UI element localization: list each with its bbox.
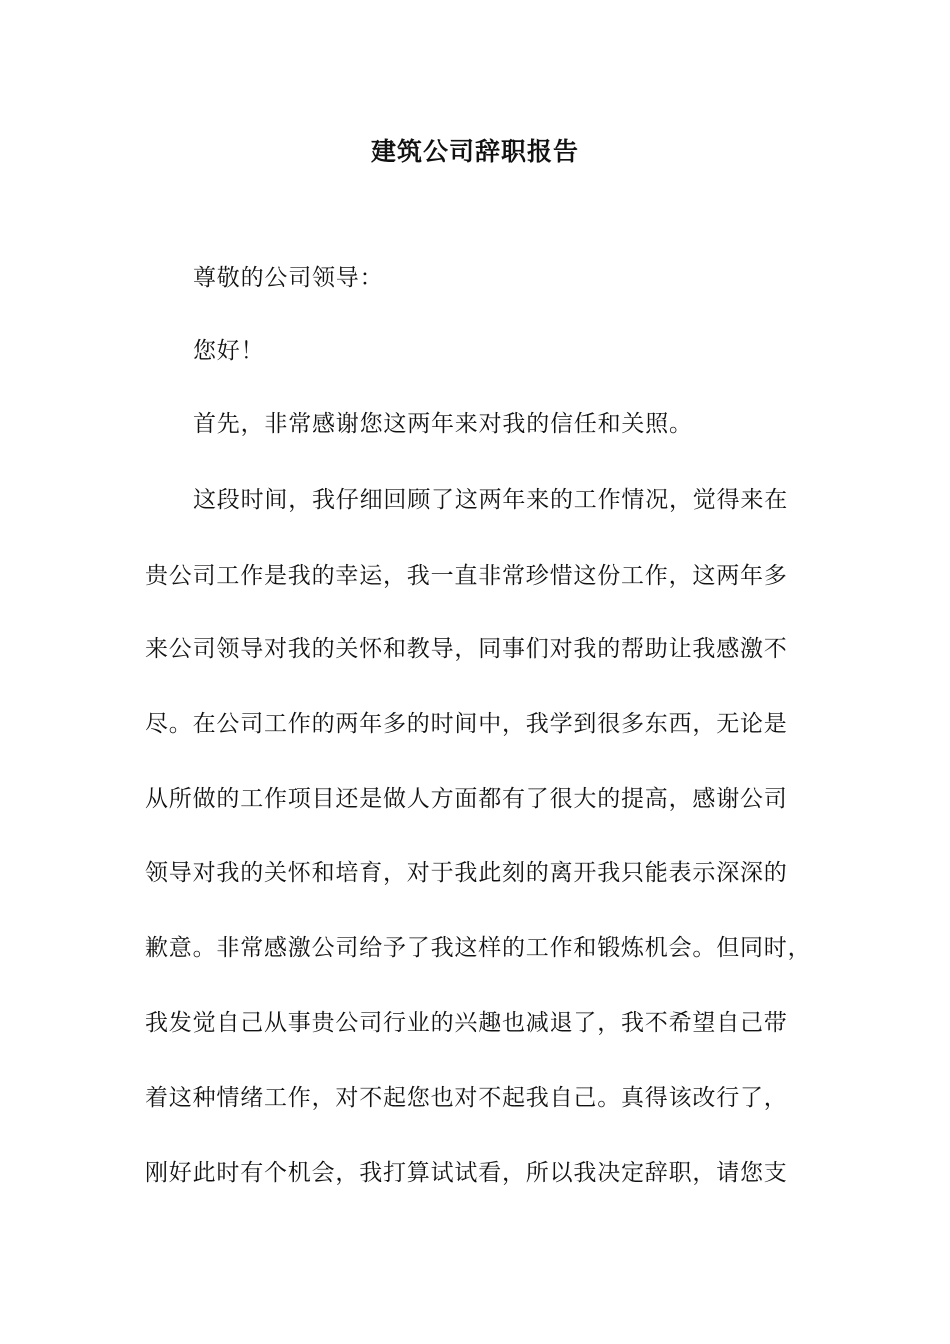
greeting: 您好！ — [193, 338, 265, 364]
paragraph-2-line: 尽。在公司工作的两年多的时间中，我学到很多东西，无论是 — [145, 711, 788, 737]
salutation: 尊敬的公司领导： — [193, 265, 384, 291]
paragraph-2-line: 从所做的工作项目还是做人方面都有了很大的提高，感谢公司 — [145, 786, 788, 812]
paragraph-2-line: 来公司领导对我的关怀和教导，同事们对我的帮助让我感激不 — [145, 636, 788, 662]
paragraph-2-line: 领导对我的关怀和培育，对于我此刻的离开我只能表示深深的 — [145, 860, 788, 886]
paragraph-2-line: 着这种情绪工作，对不起您也对不起我自己。真得该改行了， — [145, 1085, 788, 1111]
paragraph-2-line: 贵公司工作是我的幸运，我一直非常珍惜这份工作，这两年多 — [145, 563, 788, 589]
paragraph-2-line: 刚好此时有个机会，我打算试试看，所以我决定辞职，请您支 — [145, 1160, 788, 1186]
paragraph-1: 首先，非常感谢您这两年来对我的信任和关照。 — [193, 411, 693, 437]
paragraph-2-line: 我发觉自己从事贵公司行业的兴趣也减退了，我不希望自己带 — [145, 1010, 788, 1036]
document-title: 建筑公司辞职报告 — [370, 137, 579, 166]
paragraph-2-line: 歉意。非常感激公司给予了我这样的工作和锻炼机会。但同时， — [145, 935, 812, 961]
paragraph-2-line: 这段时间，我仔细回顾了这两年来的工作情况，觉得来在 — [193, 487, 788, 513]
